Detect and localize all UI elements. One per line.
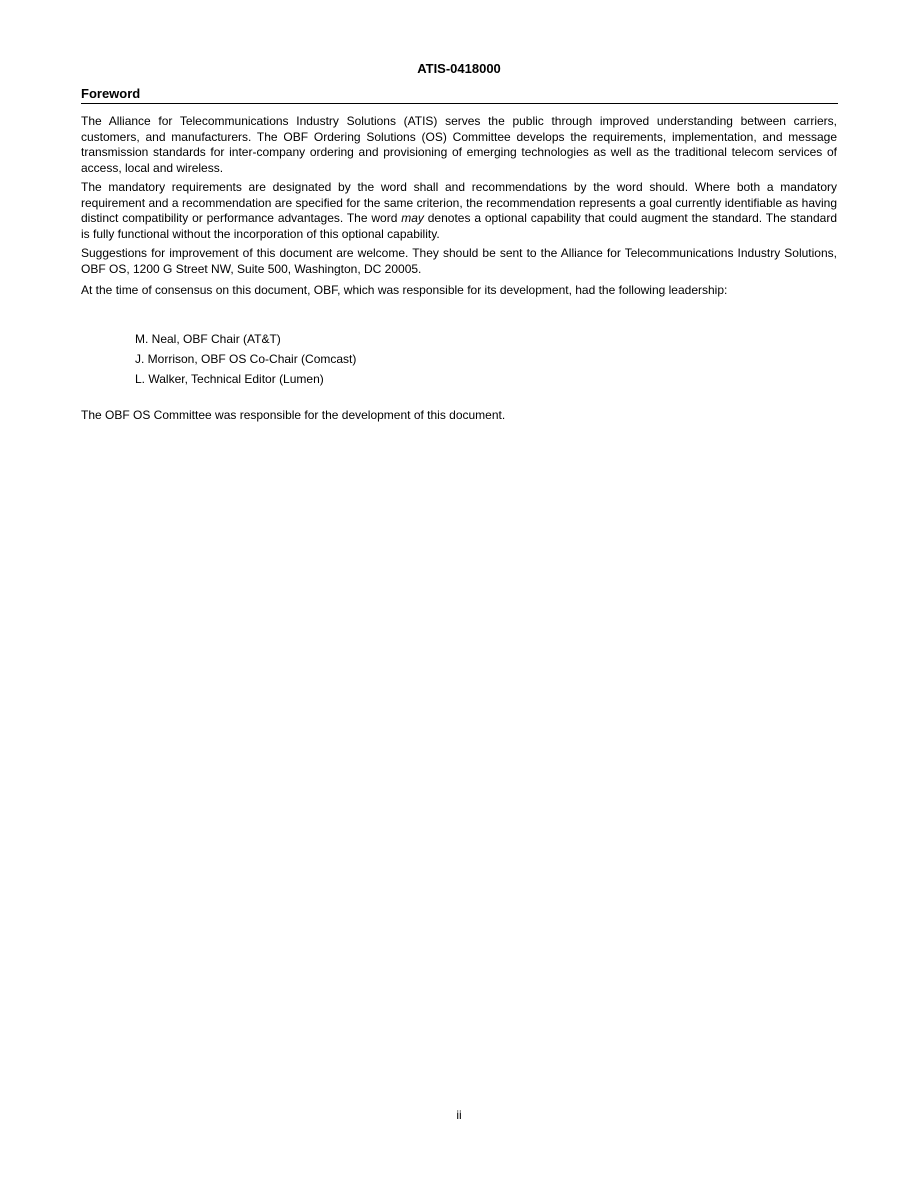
emphasis-may: may [401, 211, 424, 225]
paragraph-suggestions: Suggestions for improvement of this document are welcome. They should be sent to the Alliance for Telecommunications Industry Solutions, OBF OS, 1200 G Street NW, Suite 500, Washington, DC 20005. [81, 246, 837, 276]
document-id-header: ATIS-0418000 [417, 61, 501, 76]
section-heading-foreword: Foreword [81, 86, 838, 104]
leadership-item-chair: M. Neal, OBF Chair (AT&T) [135, 332, 281, 346]
paragraph-requirements-text-2: denotes a optional capability that could augment the standard. The standard is fully functional without the incorporation of this optional capability. [81, 211, 837, 241]
paragraph-atis-intro: The Alliance for Telecommunications Industry Solutions (ATIS) serves the public through improved understanding between carriers, customers, and manufacturers. The OBF Ordering Solutions (OS) Committee develops the requirements, implementation, and message transmission standards for inter-company ordering and provisioning of emerging technologies as well as the traditional telecom services of access, local and wireless. [81, 114, 837, 175]
paragraph-requirements-text-1: The mandatory requirements are designated by the word shall and recommendations by the word should. Where both a mandatory requirement and a recommendation are specified for the same criterion, the recommendation represents a goal currently identifiable as having distinct compatibility or performance advantages. The word [81, 180, 837, 225]
paragraph-committee-responsibility: The OBF OS Committee was responsible for the development of this document. [81, 408, 506, 422]
leadership-item-editor: L. Walker, Technical Editor (Lumen) [135, 372, 324, 386]
leadership-item-co-chair: J. Morrison, OBF OS Co-Chair (Comcast) [135, 352, 357, 366]
paragraph-requirements [81, 180, 837, 242]
page-number: ii [456, 1108, 462, 1122]
paragraph-leadership-intro: At the time of consensus on this document, OBF, which was responsible for its development, had the following leadership: [81, 283, 728, 297]
